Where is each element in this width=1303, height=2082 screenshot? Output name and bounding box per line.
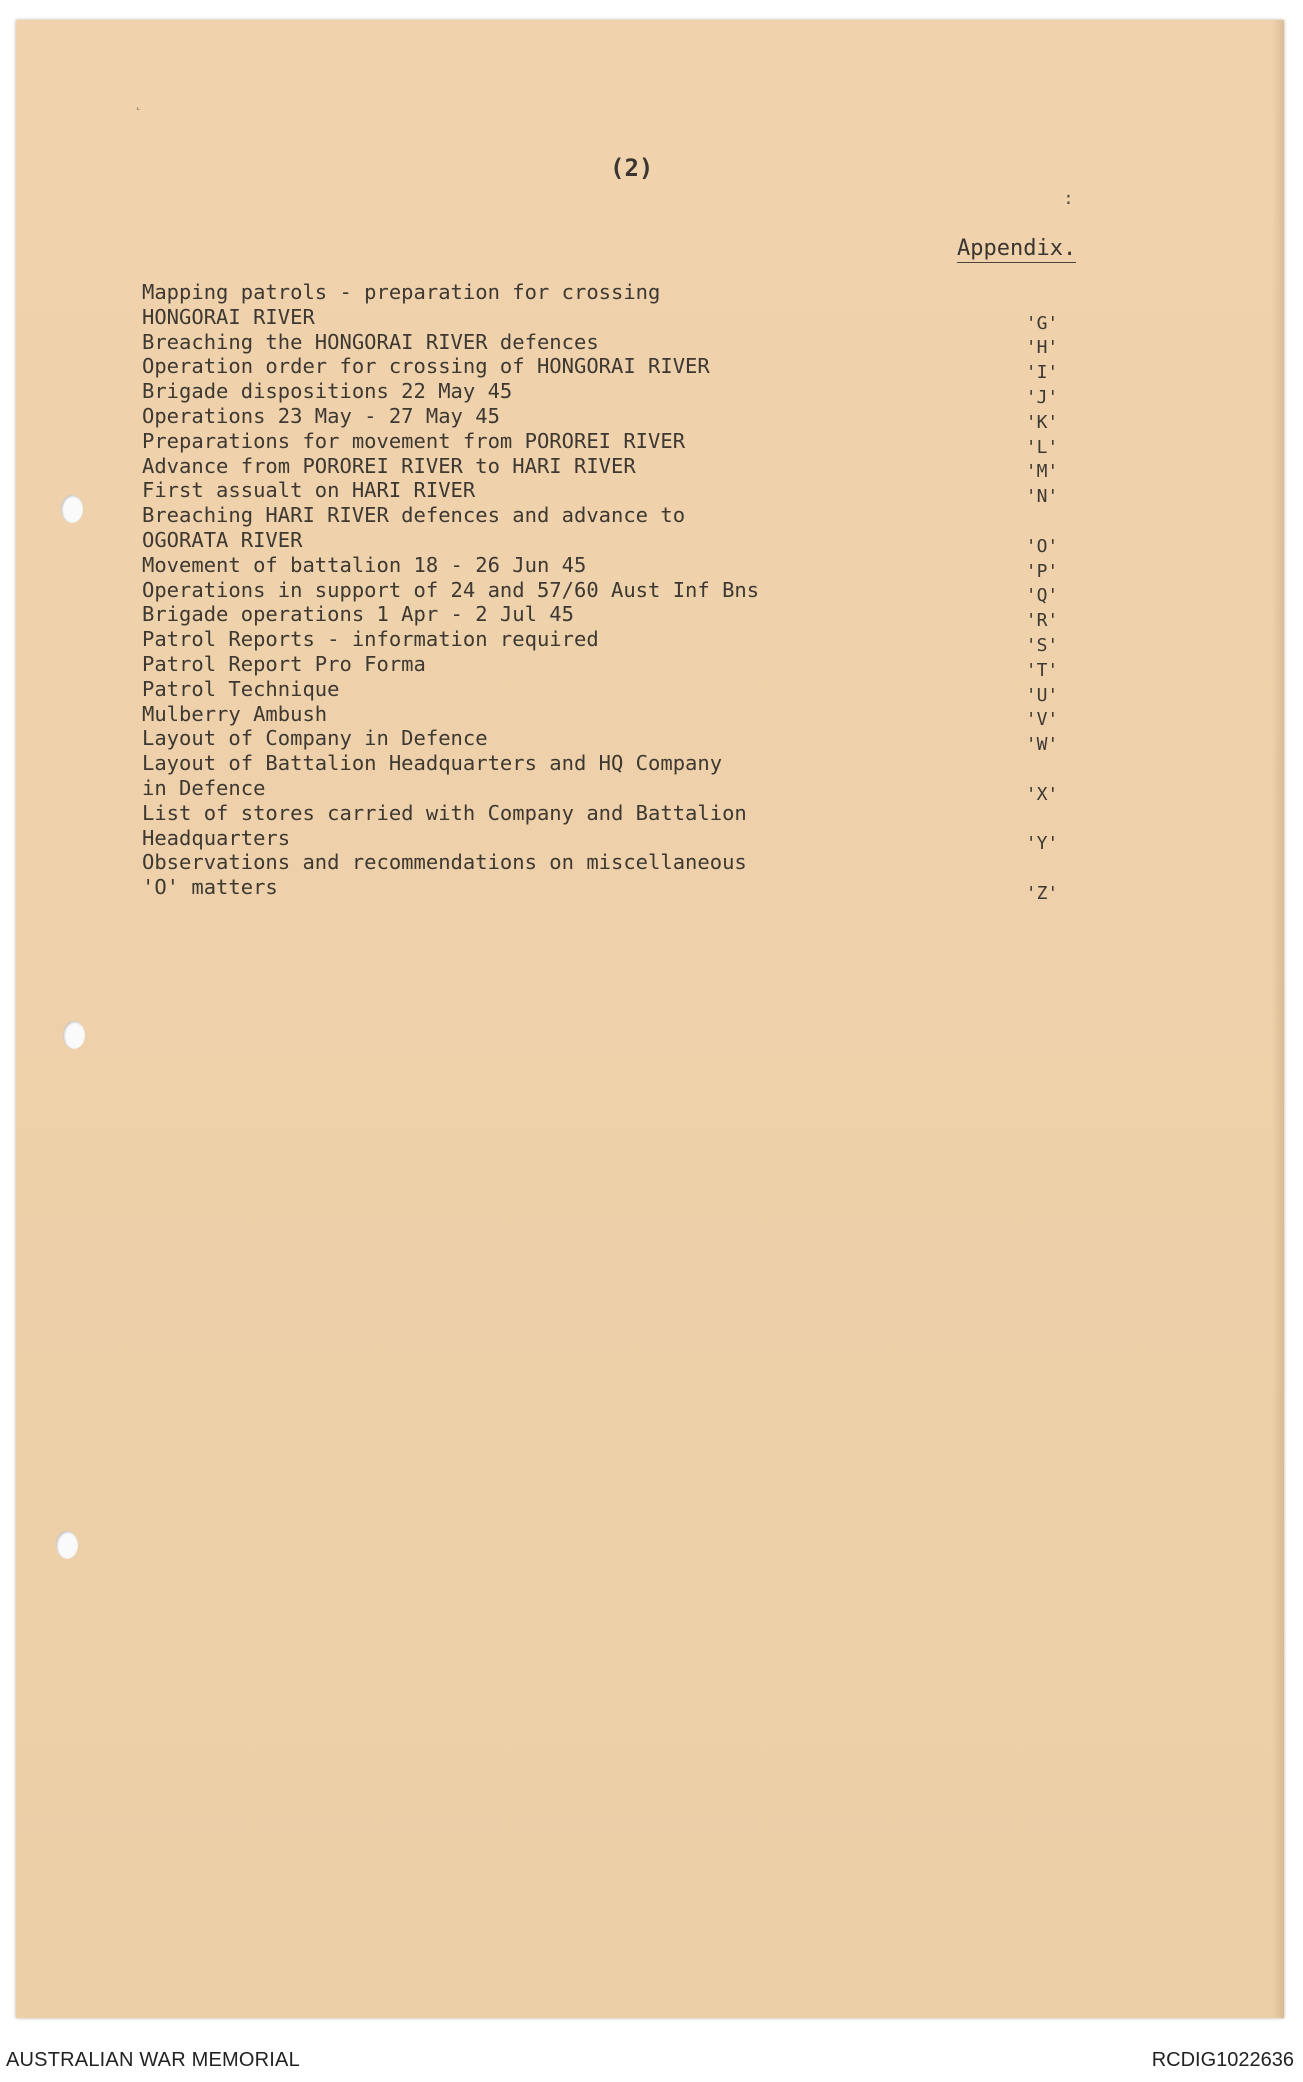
entry-title-line: Advance from POROREI RIVER to HARI RIVER — [142, 453, 636, 478]
entry-title-line: Brigade operations 1 Apr - 2 Jul 45 — [142, 602, 574, 627]
entry-title-line: Patrol Reports - information required — [142, 627, 599, 652]
punch-hole-icon — [56, 1531, 78, 1559]
appendix-code: 'H' — [1025, 337, 1059, 359]
appendix-code: 'N' — [1025, 486, 1059, 508]
entry-title-line: Mulberry Ambush — [142, 701, 328, 726]
list-item — [142, 329, 1102, 359]
appendix-code: 'Y' — [1025, 833, 1059, 855]
footer-institution: AUSTRALIAN WAR MEMORIAL — [6, 2049, 300, 2071]
list-item — [142, 800, 1102, 855]
entry-title-line: HONGORAI RIVER — [142, 304, 315, 329]
corner-mark: : — [1063, 188, 1074, 209]
list-item — [142, 403, 1102, 433]
entry-title-line: List of stores carried with Company and Battalion — [142, 800, 747, 825]
list-item — [142, 850, 1102, 904]
list-item — [142, 651, 1102, 681]
appendix-code: 'I' — [1025, 362, 1059, 384]
appendix-code: 'L' — [1025, 436, 1059, 458]
appendix-list — [142, 280, 1102, 904]
entry-title-line: Breaching the HONGORAI RIVER defences — [142, 329, 599, 354]
list-item — [142, 627, 1102, 656]
paper-edge-shadow — [1272, 20, 1284, 2018]
entry-title-line: Patrol Technique — [142, 676, 340, 701]
entry-title-line: Movement of battalion 18 - 26 Jun 45 — [142, 552, 587, 577]
appendix-code: 'J' — [1025, 386, 1059, 408]
list-item — [142, 577, 1102, 607]
page-number: (2) — [610, 154, 654, 182]
entry-title-line: Operations in support of 24 and 57/60 Aust Inf Bns — [142, 577, 760, 602]
entry-title-line: Layout of Battalion Headquarters and HQ Company — [142, 751, 723, 776]
list-item — [142, 701, 1102, 731]
appendix-code: 'V' — [1025, 709, 1059, 731]
entry-title-line: Observations and recommendations on miscellaneous — [142, 850, 747, 875]
appendix-code: 'P' — [1025, 560, 1059, 582]
entry-title-line: Operations 23 May - 27 May 45 — [142, 403, 500, 428]
list-item — [142, 354, 1102, 384]
appendix-code: 'K' — [1025, 411, 1059, 433]
list-item — [142, 379, 1102, 408]
list-item — [142, 602, 1102, 632]
list-item — [142, 478, 1102, 508]
appendix-code: 'Z' — [1025, 882, 1059, 904]
entry-title-line: Brigade dispositions 22 May 45 — [142, 379, 513, 404]
entry-title-line: First assualt on HARI RIVER — [142, 478, 476, 503]
entry-title-line: Operation order for crossing of HONGORAI RIVER — [142, 354, 710, 379]
entry-title-line: in Defence — [142, 775, 266, 800]
appendix-code: 'O' — [1025, 535, 1059, 557]
entry-title-line: 'O' matters — [142, 875, 278, 900]
list-item — [142, 552, 1102, 582]
appendix-code: 'G' — [1025, 312, 1059, 334]
entry-title-line: Mapping patrols - preparation for crossing — [142, 280, 661, 304]
entry-title-line: Patrol Report Pro Forma — [142, 651, 426, 676]
entry-title-line: Headquarters — [142, 825, 291, 850]
entry-title-line: OGORATA RIVER — [142, 527, 303, 552]
list-item — [142, 751, 1102, 805]
appendix-heading: Appendix. — [957, 236, 1077, 261]
entry-title-line: Layout of Company in Defence — [142, 726, 488, 751]
punch-hole-icon — [63, 1021, 85, 1049]
appendix-code: 'Q' — [1025, 585, 1059, 607]
footer-record-id: RCDIG1022636 — [1151, 2049, 1294, 2071]
appendix-code: 'R' — [1025, 610, 1059, 632]
appendix-code: 'T' — [1025, 659, 1059, 681]
appendix-code: 'M' — [1025, 461, 1059, 483]
entry-title-line: Breaching HARI RIVER defences and advance to — [142, 503, 686, 528]
list-item — [142, 503, 1102, 557]
list-item — [142, 428, 1102, 458]
punch-hole-icon — [61, 495, 83, 523]
appendix-code: 'U' — [1025, 684, 1059, 706]
entry-title-line: Preparations for movement from POROREI RIVER — [142, 428, 686, 453]
list-item — [142, 453, 1102, 483]
list-item — [142, 280, 1102, 334]
list-item — [142, 676, 1102, 706]
stray-pencil-mark: ˛ — [134, 92, 142, 111]
appendix-code: 'X' — [1025, 783, 1059, 805]
appendix-code: 'S' — [1025, 634, 1059, 656]
appendix-code: 'W' — [1025, 734, 1059, 756]
list-item — [142, 726, 1102, 756]
